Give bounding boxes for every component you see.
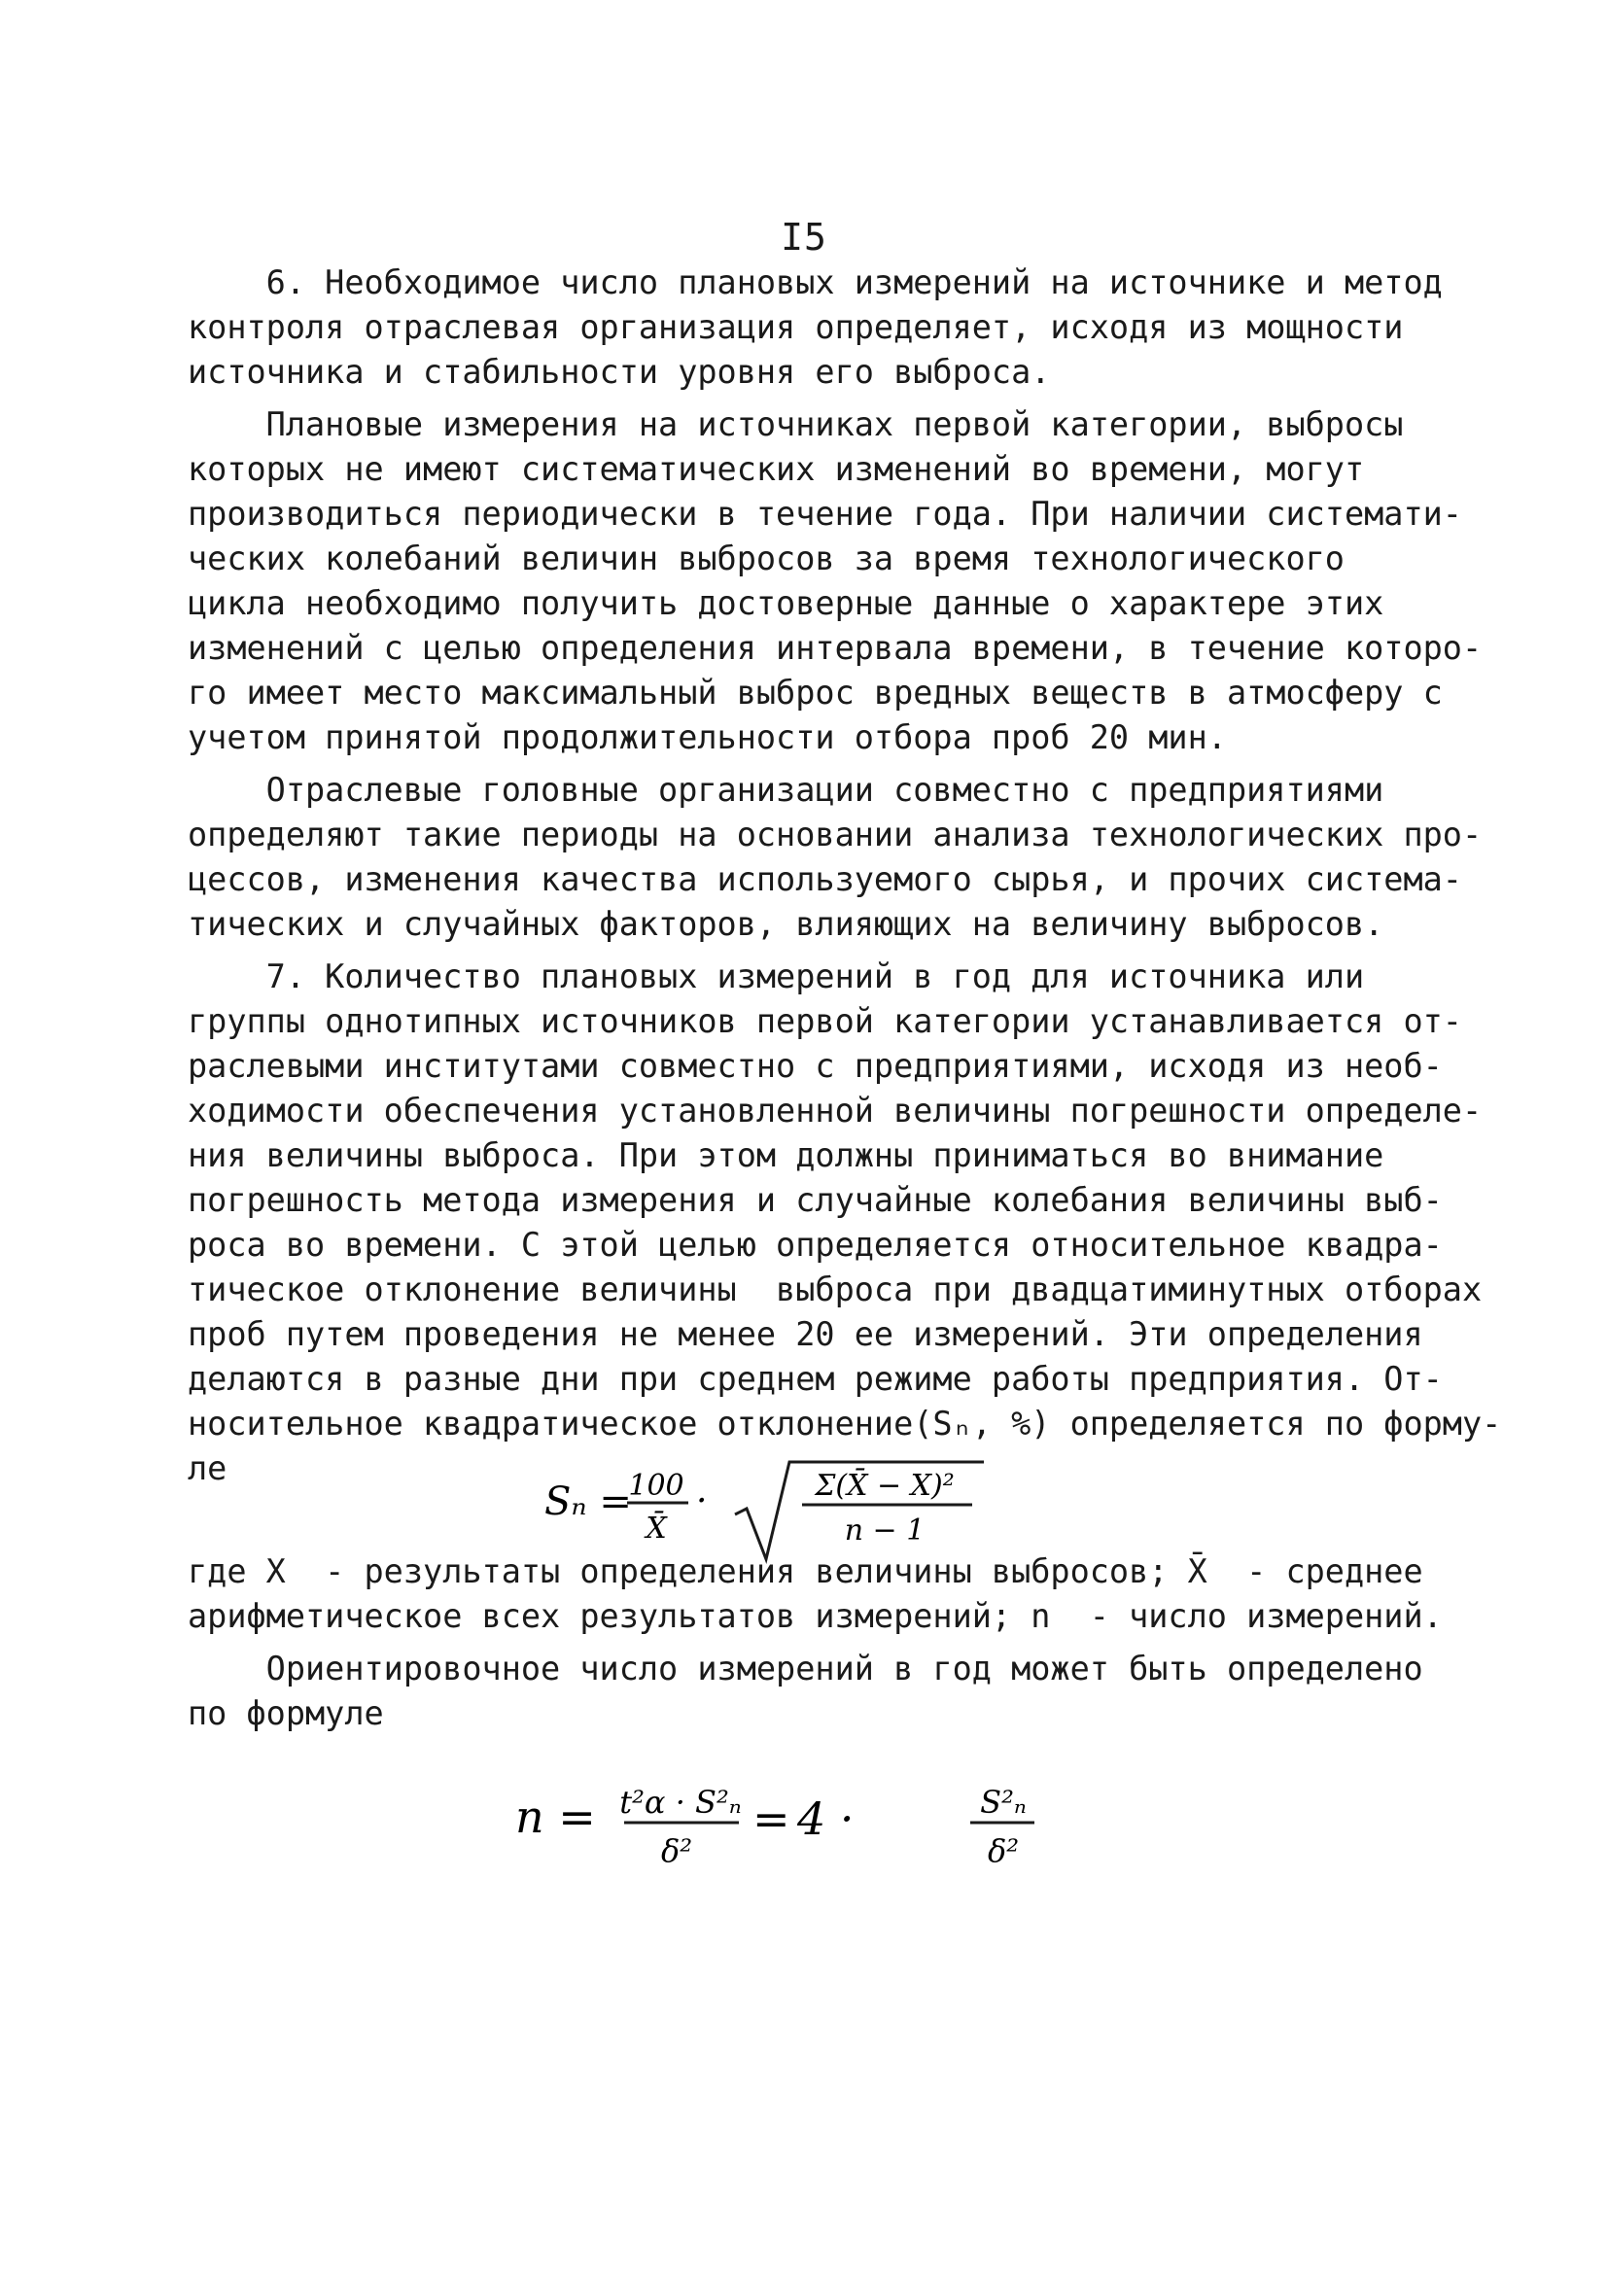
- formula-n-equals: =: [752, 1792, 790, 1845]
- text-line: ния величины выброса. При этом должны приниматься во внимание: [188, 1136, 1384, 1174]
- text-line: тических и случайных факторов, влияющих на величину выбросов.: [188, 905, 1384, 943]
- formula-n-denominator-2: δ²: [987, 1832, 1020, 1869]
- text-line: Отраслевые головные организации совместно с предприятиями: [188, 771, 1384, 809]
- text-line: го имеет место максимальный выброс вредных веществ в атмосферу с: [188, 674, 1443, 712]
- formula-n-graphic: [515, 1764, 1060, 1881]
- text-line: погрешность метода измерения и случайные колебания величины выб-: [188, 1181, 1443, 1219]
- text-line: арифметическое всех результатов измерений; n - число измерений.: [188, 1597, 1443, 1635]
- text-line: 6. Необходимое число плановых измерений на источнике и метод: [188, 263, 1443, 301]
- formula-sn-lhs: Sₙ =: [544, 1479, 632, 1524]
- text-line: носительное квадратическое отклонение(Sₙ, %) определяется по форму-: [188, 1405, 1502, 1443]
- formula-n: [515, 1764, 1060, 1885]
- text-line: ходимости обеспечения установленной величины погрешности определе-: [188, 1092, 1483, 1130]
- text-line: цикла необходимо получить достоверные данные о характере этих: [188, 584, 1384, 622]
- formula-n-numerator: t²α · S²ₙ: [619, 1784, 742, 1821]
- text-line: проб путем проведения не менее 20 ее измерений. Эти определения: [188, 1315, 1423, 1353]
- text-line: тическое отклонение величины выброса при двадцатиминутных отборах: [188, 1270, 1483, 1308]
- text-line: где X - результаты определения величины выбросов; X̄ - среднее: [188, 1552, 1423, 1590]
- formula-sn-radicand-denominator: n − 1: [844, 1513, 926, 1548]
- text-line: контроля отраслевая организация определяет, исходя из мощности: [188, 308, 1404, 346]
- text-line: ле: [188, 1449, 227, 1487]
- text-line: определяют такие периоды на основании анализа технологических про-: [188, 816, 1483, 853]
- text-line: роса во времени. С этой целью определяется относительное квадра-: [188, 1226, 1443, 1264]
- page-number: I5: [781, 216, 827, 259]
- formula-sn-numerator: 100: [628, 1469, 684, 1503]
- formula-n-coefficient: 4 ·: [797, 1792, 855, 1845]
- formula-sn-denominator: X̄: [646, 1512, 667, 1546]
- text-line: которых не имеют систематических изменений во времени, могут: [188, 450, 1365, 488]
- text-line: группы однотипных источников первой категории устанавливается от-: [188, 1002, 1462, 1040]
- text-line: раслевыми институтами совместно с предприятиями, исходя из необ-: [188, 1047, 1443, 1085]
- text-line: цессов, изменения качества используемого сырья, и прочих система-: [188, 860, 1462, 898]
- text-line: 7. Количество плановых измерений в год для источника или: [188, 957, 1365, 995]
- formula-sn-dot: ·: [696, 1481, 708, 1521]
- text-line: учетом принятой продолжительности отбора проб 20 мин.: [188, 718, 1227, 756]
- text-line: изменений с целью определения интервала времени, в течение которо-: [188, 629, 1483, 667]
- text-line: делаются в разные дни при среднем режиме работы предприятия. От-: [188, 1360, 1443, 1398]
- text-line: ческих колебаний величин выбросов за время технологического: [188, 539, 1345, 577]
- text-line: Плановые измерения на источниках первой категории, выбросы: [188, 405, 1404, 443]
- text-line: источника и стабильности уровня его выброса.: [188, 353, 1051, 391]
- formula-sn-radicand-numerator: Σ(X̄ − X)²: [815, 1469, 955, 1503]
- text-line: по формуле: [188, 1694, 384, 1732]
- formula-n-denominator: δ²: [660, 1832, 693, 1869]
- formula-n-numerator-2: S²ₙ: [980, 1784, 1027, 1821]
- formula-n-lhs: n =: [515, 1791, 596, 1843]
- text-line: Ориентировочное число измерений в год может быть определено: [188, 1650, 1423, 1687]
- text-line: производиться периодически в течение года. При наличии системати-: [188, 495, 1462, 533]
